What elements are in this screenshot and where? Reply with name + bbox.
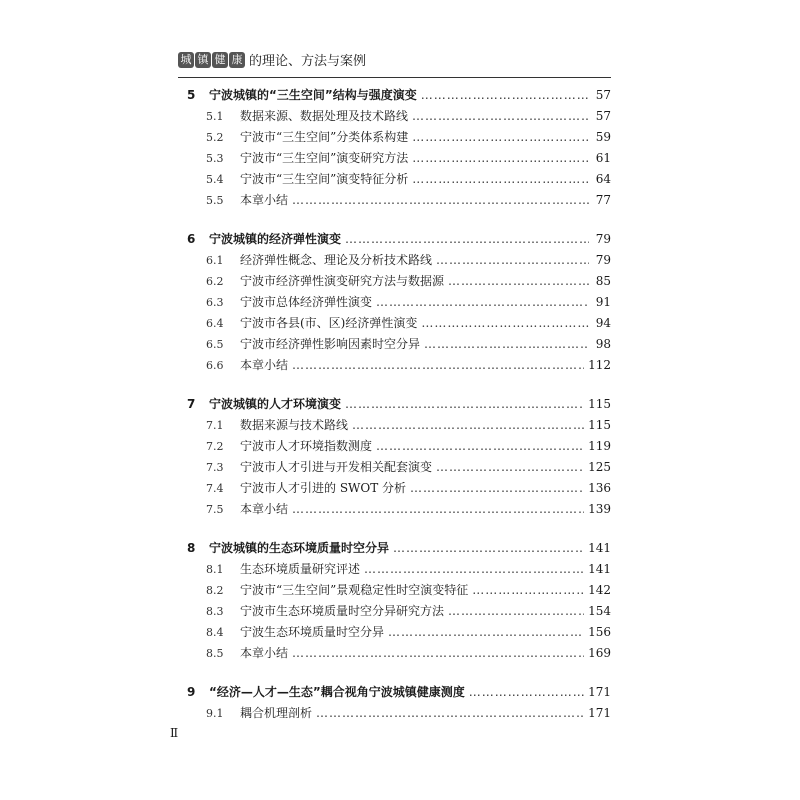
toc-section-page: 77 — [595, 193, 611, 207]
toc-section[interactable] — [185, 602, 611, 623]
toc-section[interactable] — [185, 128, 611, 149]
toc-section-page: 112 — [588, 358, 611, 372]
chapter-gap — [185, 212, 611, 230]
toc-section-title: 宁波市各县(市、区)经济弹性演变 — [240, 316, 418, 330]
toc-section-page: 169 — [588, 646, 611, 660]
toc-section-page: 98 — [595, 337, 611, 351]
toc-section[interactable] — [185, 560, 611, 581]
leader-dots — [292, 502, 584, 516]
leader-dots — [412, 130, 589, 144]
logo-char: 康 — [229, 52, 245, 68]
toc-section[interactable] — [185, 356, 611, 377]
toc-section-title: 生态环境质量研究评述 — [240, 562, 361, 576]
toc-section-number: 7.5 — [206, 503, 224, 516]
toc-section-number: 6.6 — [206, 359, 224, 372]
toc-section-page: 119 — [588, 439, 611, 453]
toc-chapter[interactable] — [185, 683, 611, 704]
toc-section[interactable] — [185, 437, 611, 458]
toc-section-number: 6.2 — [206, 275, 224, 288]
toc-section-title: 经济弹性概念、理论及分析技术路线 — [240, 253, 433, 267]
toc-section-page: 142 — [588, 583, 611, 597]
toc-section-number: 7.2 — [206, 440, 224, 453]
toc-section-page: 79 — [595, 253, 611, 267]
toc-section-title: 宁波市“三生空间”演变特征分析 — [240, 172, 409, 186]
toc-chapter-number: 9 — [187, 685, 196, 699]
toc-section-page: 125 — [588, 460, 611, 474]
toc-section-number: 7.3 — [206, 461, 224, 474]
header-title: 的理论、方法与案例 — [249, 54, 367, 69]
toc-section-title: 宁波市经济弹性演变研究方法与数据源 — [240, 274, 445, 288]
toc-chapter-page: 171 — [588, 685, 611, 699]
leader-dots — [424, 337, 589, 351]
toc-section-title: 宁波市“三生空间”景观稳定性时空演变特征 — [240, 583, 469, 597]
toc-section-title: 耦合机理剖析 — [240, 706, 313, 720]
leader-dots — [364, 562, 584, 576]
table-of-contents — [185, 86, 611, 725]
toc-section-number: 5.2 — [206, 131, 224, 144]
toc-section[interactable] — [185, 251, 611, 272]
toc-section-page: 171 — [588, 706, 611, 720]
toc-section-page: 64 — [595, 172, 611, 186]
toc-section-number: 5.4 — [206, 173, 224, 186]
toc-section-title: 宁波市经济弹性影响因素时空分异 — [240, 337, 421, 351]
toc-section-number: 5.1 — [206, 110, 224, 123]
series-logo — [178, 52, 245, 68]
leader-dots — [436, 460, 584, 474]
toc-section-number: 8.3 — [206, 605, 224, 618]
logo-char: 健 — [212, 52, 228, 68]
toc-section[interactable] — [185, 644, 611, 665]
toc-chapter[interactable] — [185, 539, 611, 560]
toc-section-number: 8.2 — [206, 584, 224, 597]
toc-chapter-page: 141 — [588, 541, 611, 555]
toc-section-title: 数据来源、数据处理及技术路线 — [240, 109, 409, 123]
toc-section[interactable] — [185, 416, 611, 437]
toc-section-number: 8.1 — [206, 563, 224, 576]
toc-chapter-title: 宁波城镇的人才环境演变 — [209, 397, 342, 411]
page-number: Ⅱ — [170, 726, 179, 740]
leader-dots — [410, 481, 584, 495]
leader-dots — [376, 295, 589, 309]
leader-dots — [412, 109, 589, 123]
toc-section-page: 59 — [595, 130, 611, 144]
toc-chapter-number: 5 — [187, 88, 196, 102]
toc-chapter[interactable] — [185, 395, 611, 416]
running-header — [178, 50, 366, 69]
toc-section[interactable] — [185, 272, 611, 293]
toc-section[interactable] — [185, 107, 611, 128]
leader-dots — [345, 397, 584, 411]
toc-section[interactable] — [185, 191, 611, 212]
leader-dots — [412, 172, 589, 186]
toc-section-title: 宁波市“三生空间”演变研究方法 — [240, 151, 409, 165]
toc-section-title: 宁波市人才引进的 SWOT 分析 — [240, 481, 407, 495]
toc-chapter[interactable] — [185, 86, 611, 107]
toc-section-number: 7.1 — [206, 419, 224, 432]
leader-dots — [393, 541, 584, 555]
toc-chapter-title: 宁波城镇的经济弹性演变 — [209, 232, 342, 246]
toc-section-number: 6.4 — [206, 317, 224, 330]
toc-section[interactable] — [185, 500, 611, 521]
leader-dots — [292, 193, 589, 207]
toc-section-title: 宁波市总体经济弹性演变 — [240, 295, 373, 309]
toc-section-page: 115 — [588, 418, 611, 432]
toc-section-number: 5.5 — [206, 194, 224, 207]
leader-dots — [292, 646, 584, 660]
toc-chapter-page: 57 — [595, 88, 611, 102]
toc-section-page: 139 — [588, 502, 611, 516]
toc-section-title: 本章小结 — [240, 358, 289, 372]
toc-chapter-title: 宁波城镇的“三生空间”结构与强度演变 — [209, 88, 417, 102]
toc-section-page: 91 — [595, 295, 611, 309]
leader-dots — [436, 253, 589, 267]
toc-section-number: 7.4 — [206, 482, 224, 495]
toc-section-number: 5.3 — [206, 152, 224, 165]
logo-char: 城 — [178, 52, 194, 68]
toc-section-page: 136 — [588, 481, 611, 495]
chapter-gap — [185, 665, 611, 683]
leader-dots — [472, 583, 584, 597]
toc-section-page: 141 — [588, 562, 611, 576]
toc-section[interactable] — [185, 458, 611, 479]
toc-chapter-title: 宁波城镇的生态环境质量时空分异 — [209, 541, 390, 555]
toc-section-number: 6.1 — [206, 254, 224, 267]
toc-chapter-title: “经济—人才—生态”耦合视角宁波城镇健康测度 — [209, 685, 465, 699]
toc-section-page: 94 — [595, 316, 611, 330]
toc-section-title: 宁波市人才引进与开发相关配套演变 — [240, 460, 433, 474]
leader-dots — [345, 232, 589, 246]
toc-section-page: 85 — [595, 274, 611, 288]
toc-section[interactable] — [185, 293, 611, 314]
toc-section[interactable] — [185, 479, 611, 500]
chapter-gap — [185, 377, 611, 395]
toc-chapter[interactable] — [185, 230, 611, 251]
toc-section-title: 本章小结 — [240, 646, 289, 660]
leader-dots — [421, 316, 589, 330]
toc-section-number: 6.3 — [206, 296, 224, 309]
header-rule — [178, 77, 611, 78]
toc-section-number: 8.4 — [206, 626, 224, 639]
toc-section-title: 本章小结 — [240, 193, 289, 207]
toc-section-number: 8.5 — [206, 647, 224, 660]
toc-section-page: 61 — [595, 151, 611, 165]
toc-chapter-number: 8 — [187, 541, 196, 555]
toc-section[interactable] — [185, 314, 611, 335]
leader-dots — [376, 439, 584, 453]
toc-section-title: 宁波生态环境质量时空分异 — [240, 625, 385, 639]
toc-chapter-number: 6 — [187, 232, 196, 246]
toc-chapter-page: 79 — [595, 232, 611, 246]
logo-char: 镇 — [195, 52, 211, 68]
toc-section[interactable] — [185, 704, 611, 725]
toc-section-page: 156 — [588, 625, 611, 639]
toc-section-title: 本章小结 — [240, 502, 289, 516]
toc-section-title: 宁波市生态环境质量时空分异研究方法 — [240, 604, 445, 618]
toc-section[interactable] — [185, 170, 611, 191]
toc-section-number: 6.5 — [206, 338, 224, 351]
toc-section-title: 宁波市人才环境指数测度 — [240, 439, 373, 453]
toc-section[interactable] — [185, 623, 611, 644]
leader-dots — [316, 706, 584, 720]
toc-section-title: 宁波市“三生空间”分类体系构建 — [240, 130, 409, 144]
toc-section-page: 154 — [588, 604, 611, 618]
leader-dots — [448, 274, 589, 288]
toc-section[interactable] — [185, 335, 611, 356]
toc-section[interactable] — [185, 149, 611, 170]
toc-section-page: 57 — [595, 109, 611, 123]
chapter-gap — [185, 521, 611, 539]
toc-chapter-number: 7 — [187, 397, 196, 411]
leader-dots — [421, 88, 589, 102]
leader-dots — [469, 685, 584, 699]
leader-dots — [388, 625, 584, 639]
toc-section[interactable] — [185, 581, 611, 602]
toc-section-title: 数据来源与技术路线 — [240, 418, 349, 432]
toc-chapter-page: 115 — [588, 397, 611, 411]
leader-dots — [412, 151, 589, 165]
toc-section-number: 9.1 — [206, 707, 224, 720]
leader-dots — [352, 418, 584, 432]
leader-dots — [292, 358, 584, 372]
leader-dots — [448, 604, 584, 618]
